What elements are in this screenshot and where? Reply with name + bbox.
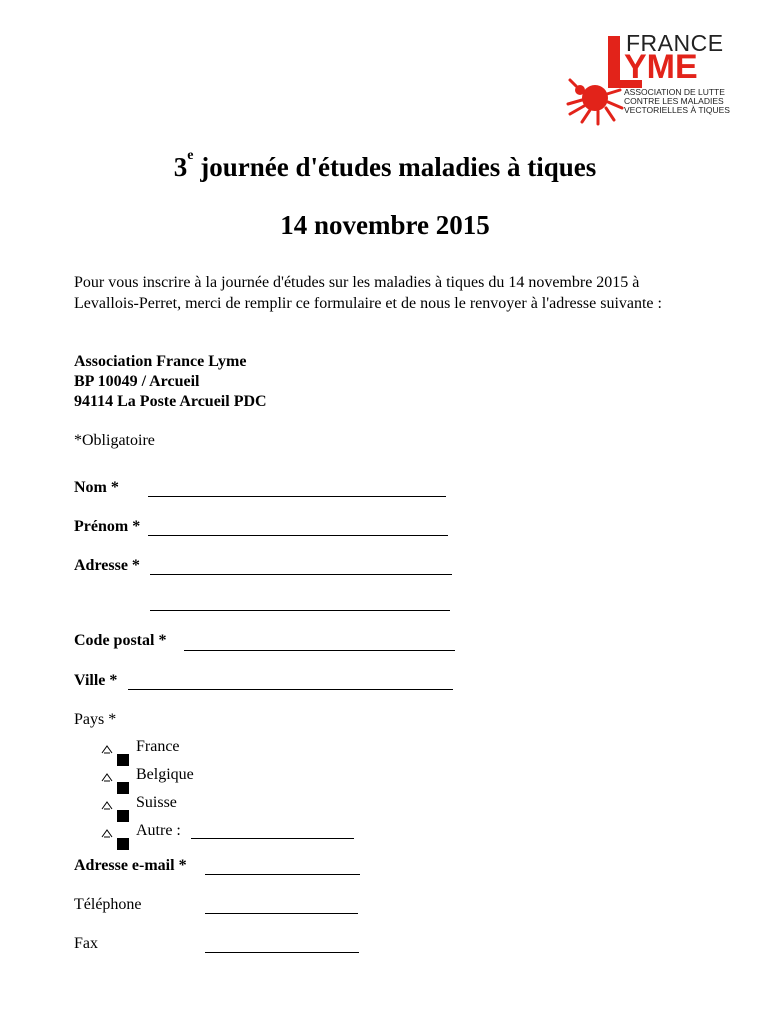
checkbox-icon[interactable]	[117, 810, 129, 822]
fax-field[interactable]	[205, 952, 359, 953]
address-line-3: 94114 La Poste Arcueil PDC	[74, 393, 267, 410]
telephone-label: Téléphone	[74, 896, 142, 913]
radio-icon[interactable]	[100, 798, 114, 812]
fax-label: Fax	[74, 935, 98, 952]
radio-icon[interactable]	[100, 770, 114, 784]
prenom-label: Prénom *	[74, 518, 141, 535]
checkbox-icon[interactable]	[117, 754, 129, 766]
logo-tagline-3: VECTORIELLES À TIQUES	[624, 105, 730, 115]
intro-paragraph: Pour vous inscrire à la journée d'études sur les maladies à tiques du 14 novembre 2015 à Levallois-Perret, merci de remplir ce formulaire et de nous le renvoyer à l'adresse suivante :	[74, 274, 662, 312]
logo-word-france: FRANCE	[626, 30, 724, 56]
postal-address	[74, 352, 267, 412]
address-line-1: Association France Lyme	[74, 353, 247, 370]
prenom-field[interactable]	[148, 535, 448, 536]
checkbox-icon[interactable]	[117, 838, 129, 850]
code-postal-field[interactable]	[184, 650, 455, 651]
radio-icon[interactable]	[100, 742, 114, 756]
title-text: journée d'études maladies à tiques	[193, 152, 597, 182]
logo-tagline-1: ASSOCIATION DE LUTTE	[624, 87, 725, 97]
logo-tagline-2: CONTRE LES MALADIES	[624, 96, 724, 106]
nom-label: Nom *	[74, 479, 119, 496]
event-date: 14 novembre 2015	[280, 210, 490, 240]
title-superscript: e	[187, 148, 194, 163]
email-label: Adresse e-mail *	[74, 857, 187, 874]
country-label: France	[136, 738, 180, 755]
adresse-field-line-1[interactable]	[150, 574, 452, 575]
nom-field[interactable]	[148, 496, 446, 497]
required-note: *Obligatoire	[74, 432, 155, 449]
country-label: Suisse	[136, 794, 177, 811]
france-lyme-logo	[560, 28, 735, 128]
logo-word-yme: YME	[624, 48, 698, 86]
address-line-2: BP 10049 / Arcueil	[74, 373, 200, 390]
adresse-label: Adresse *	[74, 557, 140, 574]
code-postal-label: Code postal *	[74, 632, 167, 649]
adresse-field-line-2[interactable]	[150, 610, 450, 611]
ville-label: Ville *	[74, 672, 118, 689]
page-title	[0, 148, 770, 183]
country-label: Belgique	[136, 766, 194, 783]
email-field[interactable]	[205, 874, 360, 875]
checkbox-icon[interactable]	[117, 782, 129, 794]
radio-icon[interactable]	[100, 826, 114, 840]
telephone-field[interactable]	[205, 913, 358, 914]
country-label: Autre :	[136, 822, 181, 839]
pays-label: Pays *	[74, 711, 117, 728]
ville-field[interactable]	[128, 689, 453, 690]
autre-country-field[interactable]	[191, 838, 354, 839]
title-number: 3	[173, 152, 188, 182]
